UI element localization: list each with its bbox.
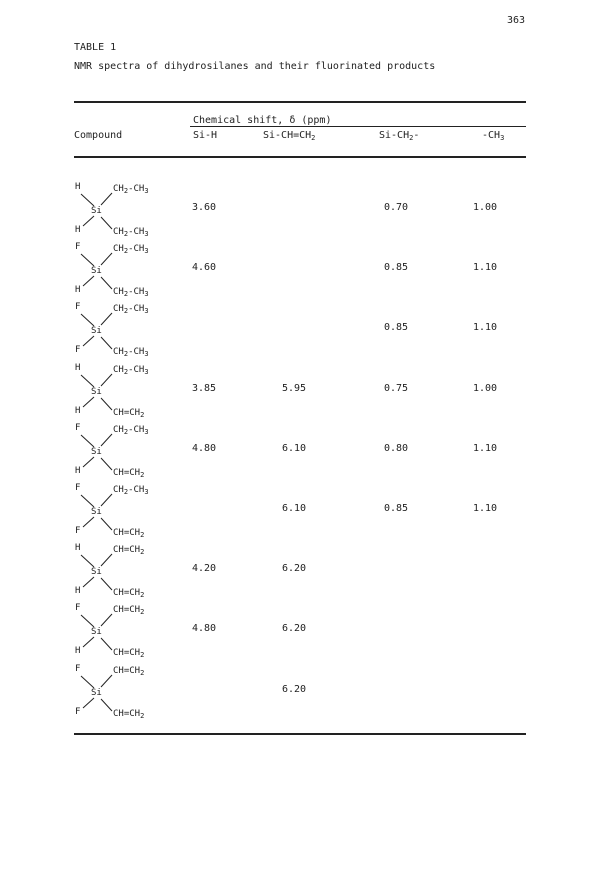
substituent-bottom-right: $CH=CH_2$ [113,588,145,599]
ch2-shift: 0.80 [384,443,409,454]
si-h-shift: 4.80 [192,623,217,634]
vinyl-shift: 6.20 [282,563,307,574]
silicon-atom: Si [91,266,102,276]
ch3-shift: 1.10 [473,322,498,333]
structure-formula [74,481,204,543]
vinyl-shift: 5.95 [282,383,307,394]
substituent-top-right: $CH_2-CH_3$ [113,425,149,436]
substituent-top-right: $CH=CH_2$ [113,605,145,616]
substituent-bottom-right: $CH_2-CH_3$ [113,347,149,358]
silicon-atom: Si [91,507,102,517]
si-h-shift: 4.20 [192,563,217,574]
substituent-top-left: F [75,242,81,252]
substituent-top-right: $CH_2-CH_3$ [113,184,149,195]
substituent-bottom-right: $CH=CH_2$ [113,709,145,720]
substituent-bottom-left: F [75,345,81,355]
substituent-top-right: $CH=CH_2$ [113,666,145,677]
ch3-shift: 1.10 [473,443,498,454]
ch3-shift: 1.10 [473,262,498,273]
vinyl-shift: 6.10 [282,503,307,514]
substituent-bottom-right: $CH=CH_2$ [113,528,145,539]
substituent-top-left: F [75,423,81,433]
ch2-shift: 0.85 [384,262,409,273]
structure-formula [74,601,204,663]
ch2-shift: 0.70 [384,202,409,213]
substituent-top-right: $CH_2-CH_3$ [113,485,149,496]
top-rule [74,101,526,103]
substituent-top-right: $CH=CH_2$ [113,545,145,556]
structure-formula [74,180,204,242]
col-header-ch3: $-CH_3$ [482,130,505,142]
table-label: TABLE 1 [74,42,117,53]
substituent-top-left: H [75,182,81,192]
structure-formula [74,421,204,483]
page-number: 363 [507,15,526,26]
substituent-bottom-right: $CH_2-CH_3$ [113,287,149,298]
ch2-shift: 0.75 [384,383,409,394]
substituent-bottom-left: H [75,646,81,656]
substituent-top-right: $CH_2-CH_3$ [113,304,149,315]
vinyl-shift: 6.20 [282,684,307,695]
substituent-bottom-left: H [75,406,81,416]
substituent-bottom-left: H [75,285,81,295]
substituent-top-right: $CH_2-CH_3$ [113,244,149,255]
col-header-si-h: Si-H [193,130,218,141]
group-underline [190,126,526,127]
substituent-top-left: F [75,302,81,312]
substituent-bottom-right: $CH=CH_2$ [113,468,145,479]
ch3-shift: 1.10 [473,503,498,514]
silicon-atom: Si [91,206,102,216]
silicon-atom: Si [91,326,102,336]
substituent-top-left: F [75,483,81,493]
structure-formula [74,541,204,603]
chemical-shift-group-title: Chemical shift, δ (ppm) [193,115,332,126]
substituent-bottom-right: $CH_2-CH_3$ [113,227,149,238]
substituent-top-left: F [75,664,81,674]
substituent-top-left: H [75,363,81,373]
structure-formula [74,240,204,302]
substituent-bottom-right: $CH=CH_2$ [113,408,145,419]
silicon-atom: Si [91,627,102,637]
silicon-atom: Si [91,387,102,397]
ch3-shift: 1.00 [473,202,498,213]
substituent-bottom-left: F [75,526,81,536]
silicon-atom: Si [91,447,102,457]
si-h-shift: 4.80 [192,443,217,454]
substituent-bottom-right: $CH=CH_2$ [113,648,145,659]
substituent-top-left: H [75,543,81,553]
ch2-shift: 0.85 [384,503,409,514]
ch3-shift: 1.00 [473,383,498,394]
substituent-bottom-left: H [75,466,81,476]
table-caption: NMR spectra of dihydrosilanes and their fluorinated products [74,61,436,72]
substituent-bottom-left: H [75,225,81,235]
ch2-shift: 0.85 [384,322,409,333]
substituent-bottom-left: H [75,586,81,596]
si-h-shift: 3.85 [192,383,217,394]
vinyl-shift: 6.10 [282,443,307,454]
substituent-top-left: F [75,603,81,613]
structure-formula [74,662,204,724]
bottom-rule [74,733,526,735]
substituent-top-right: $CH_2-CH_3$ [113,365,149,376]
structure-formula [74,300,204,362]
vinyl-shift: 6.20 [282,623,307,634]
silicon-atom: Si [91,688,102,698]
si-h-shift: 4.60 [192,262,217,273]
header-rule [74,156,526,158]
structure-formula [74,361,204,423]
substituent-bottom-left: F [75,707,81,717]
col-header-si-vinyl: $Si-CH=CH_2$ [263,130,316,142]
compound-header: Compound [74,130,123,141]
col-header-si-ch2: $Si-CH_2-$ [379,130,420,142]
si-h-shift: 3.60 [192,202,217,213]
silicon-atom: Si [91,567,102,577]
